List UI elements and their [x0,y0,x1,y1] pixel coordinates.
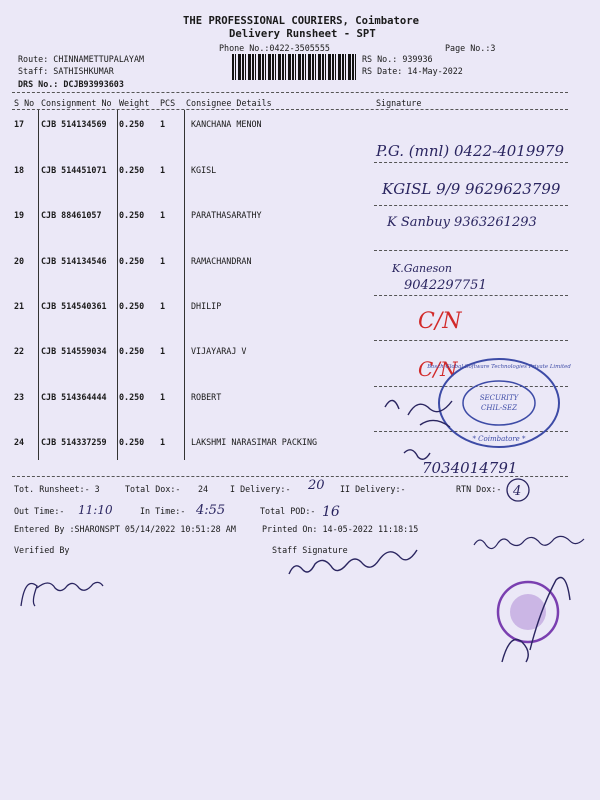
handwriting-text: C/N [418,309,462,334]
row-consignee: ROBERT [191,392,222,402]
row-pcs: 1 [160,346,166,356]
handwriting-text: 16 [322,504,340,520]
col-weight: Weight [119,98,150,108]
row-consignee: KANCHANA MENON [191,119,262,129]
scribble [21,582,103,606]
row-weight: 0.250 [119,210,145,220]
handwritten-signature-row23 [380,385,500,445]
staff-signature-label: Staff Signature [272,545,348,555]
row-sno: 23 [14,392,25,402]
row-pcs: 1 [160,119,166,129]
row-consignee: LAKSHMI NARASIMAR PACKING [191,437,318,447]
row-pcs: 1 [160,301,166,311]
row-weight: 0.250 [119,301,145,311]
divider [12,92,568,93]
stamp-text-city: * Coimbatore * [472,435,526,443]
handwriting-text: P.G. (mnl) 0422-4019979 [376,142,565,160]
handwritten-signature-row17 [374,130,574,170]
col-pcs: PCS [160,98,176,108]
row-weight: 0.250 [119,256,145,266]
rs-number: RS No.: 939936 [362,54,433,64]
col-sno: S No [14,98,35,108]
column-divider [184,110,185,460]
cn-mark-row21 [416,300,476,340]
row-pcs: 1 [160,210,166,220]
handwritten-signature-row24 [394,443,574,488]
route: Route: CHINNAMETTUPALAYAM [18,54,145,64]
handwriting-phone: 7034014791 [422,459,518,477]
phone-number: Phone No.:0422-3505555 [219,43,330,53]
handwriting-text: K Sanbuy 9363261293 [387,215,537,230]
entered-by: Entered By :SHARONSPT 05/14/2022 10:51:28 AM [14,524,236,534]
row-sno: 20 [14,256,25,266]
handwriting-text: 4 [513,484,522,499]
handwriting-name: K.Ganeson [392,262,453,275]
row-pcs: 1 [160,165,166,175]
in-time-label: In Time:- [140,506,186,516]
row-weight: 0.250 [119,119,145,129]
row-sno: 22 [14,346,25,356]
column-divider [38,110,39,460]
row-consignment: CJB 88461057 [41,210,102,220]
column-divider [117,110,118,460]
scribble [474,536,584,548]
handwriting-text: 20 [308,478,325,493]
table-row [0,301,600,315]
row-consignee: PARATHASARATHY [191,210,262,220]
total-dox-label: Total Dox:- [125,484,181,494]
handwritten-signature-row19 [385,210,570,255]
row-sno: 18 [14,165,25,175]
row-weight: 0.250 [119,165,145,175]
row-weight: 0.250 [119,346,145,356]
row-consignment: CJB 514337259 [41,437,107,447]
row-weight: 0.250 [119,437,145,447]
row-pcs: 1 [160,392,166,402]
out-time-label: Out Time:- [14,506,65,516]
col-consignee: Consignee Details [186,98,272,108]
handwriting-phone: 9042297751 [404,278,487,293]
printed-on: Printed On: 14-05-2022 11:18:15 [262,524,419,534]
row-consignment: CJB 514364444 [41,392,107,402]
staff-signature [285,548,435,588]
row-sno: 19 [14,210,25,220]
rtn-dox-label: RTN Dox:- [456,484,502,494]
page-number: Page No.:3 [445,43,496,53]
row-pcs: 1 [160,437,166,447]
row-consignment: CJB 514134546 [41,256,107,266]
ii-delivery-label: II Delivery:- [340,484,406,494]
row-sno: 17 [14,119,25,129]
handwritten-i-delivery [306,472,336,494]
scribble [404,450,430,459]
row-sno: 24 [14,437,25,447]
row-consignment: CJB 514134569 [41,119,107,129]
row-consignee: VIJAYARAJ V [191,346,247,356]
company-name: THE PROFESSIONAL COURIERS, Coimbatore [183,15,419,27]
handwritten-rtn-dox [504,476,534,506]
total-dox-value: 24 [198,484,209,494]
document-title: Delivery Runsheet - SPT [229,28,376,40]
drs-number: DRS No.: DCJB93993603 [18,79,124,89]
rs-date: RS Date: 14-May-2022 [362,66,463,76]
row-consignment: CJB 514559034 [41,346,107,356]
receiver-signature [470,527,595,557]
handwriting-text: 11:10 [78,503,113,517]
i-delivery-label: I Delivery:- [230,484,291,494]
row-weight: 0.250 [119,392,145,402]
verifier-signature [15,560,135,620]
row-consignee: DHILIP [191,301,222,311]
row-consignee: RAMACHANDRAN [191,256,252,266]
verified-by-label: Verified By [14,545,70,555]
signature-line [374,340,568,341]
staff: Staff: SATHISHKUMAR [18,66,114,76]
purple-seal [490,570,585,675]
row-consignment: CJB 514540361 [41,301,107,311]
scribble [385,400,452,427]
scribble [289,550,417,574]
col-consignment: Consignment No [41,98,112,108]
handwriting-text: KGISL 9/9 9629623799 [382,180,561,198]
stamp-text-company: Bosch Global Software Technologies Private Limited [427,364,571,370]
handwritten-total-pod [320,498,350,522]
row-sno: 21 [14,301,25,311]
handwritten-signature-row18 [380,170,575,205]
signature-line [374,205,568,206]
handwriting-text: C/N [418,357,458,381]
row-consignment: CJB 514451071 [41,165,107,175]
col-signature: Signature [376,98,422,108]
handwriting-text: 4:55 [196,503,226,518]
row-pcs: 1 [160,256,166,266]
divider [12,109,568,110]
handwritten-signature-row20 [390,258,530,298]
row-consignee: KGISL [191,165,217,175]
stamp-text-security: SECURITY [479,394,519,402]
handwritten-in-time [194,496,244,520]
tot-runsheet: Tot. Runsheet:- 3 [14,484,100,494]
barcode [232,54,358,80]
total-pod-label: Total POD:- [260,506,316,516]
handwritten-out-time [76,498,126,520]
stamp-text-sez: CHIL-SEZ [480,404,518,412]
seal-center [510,594,546,630]
